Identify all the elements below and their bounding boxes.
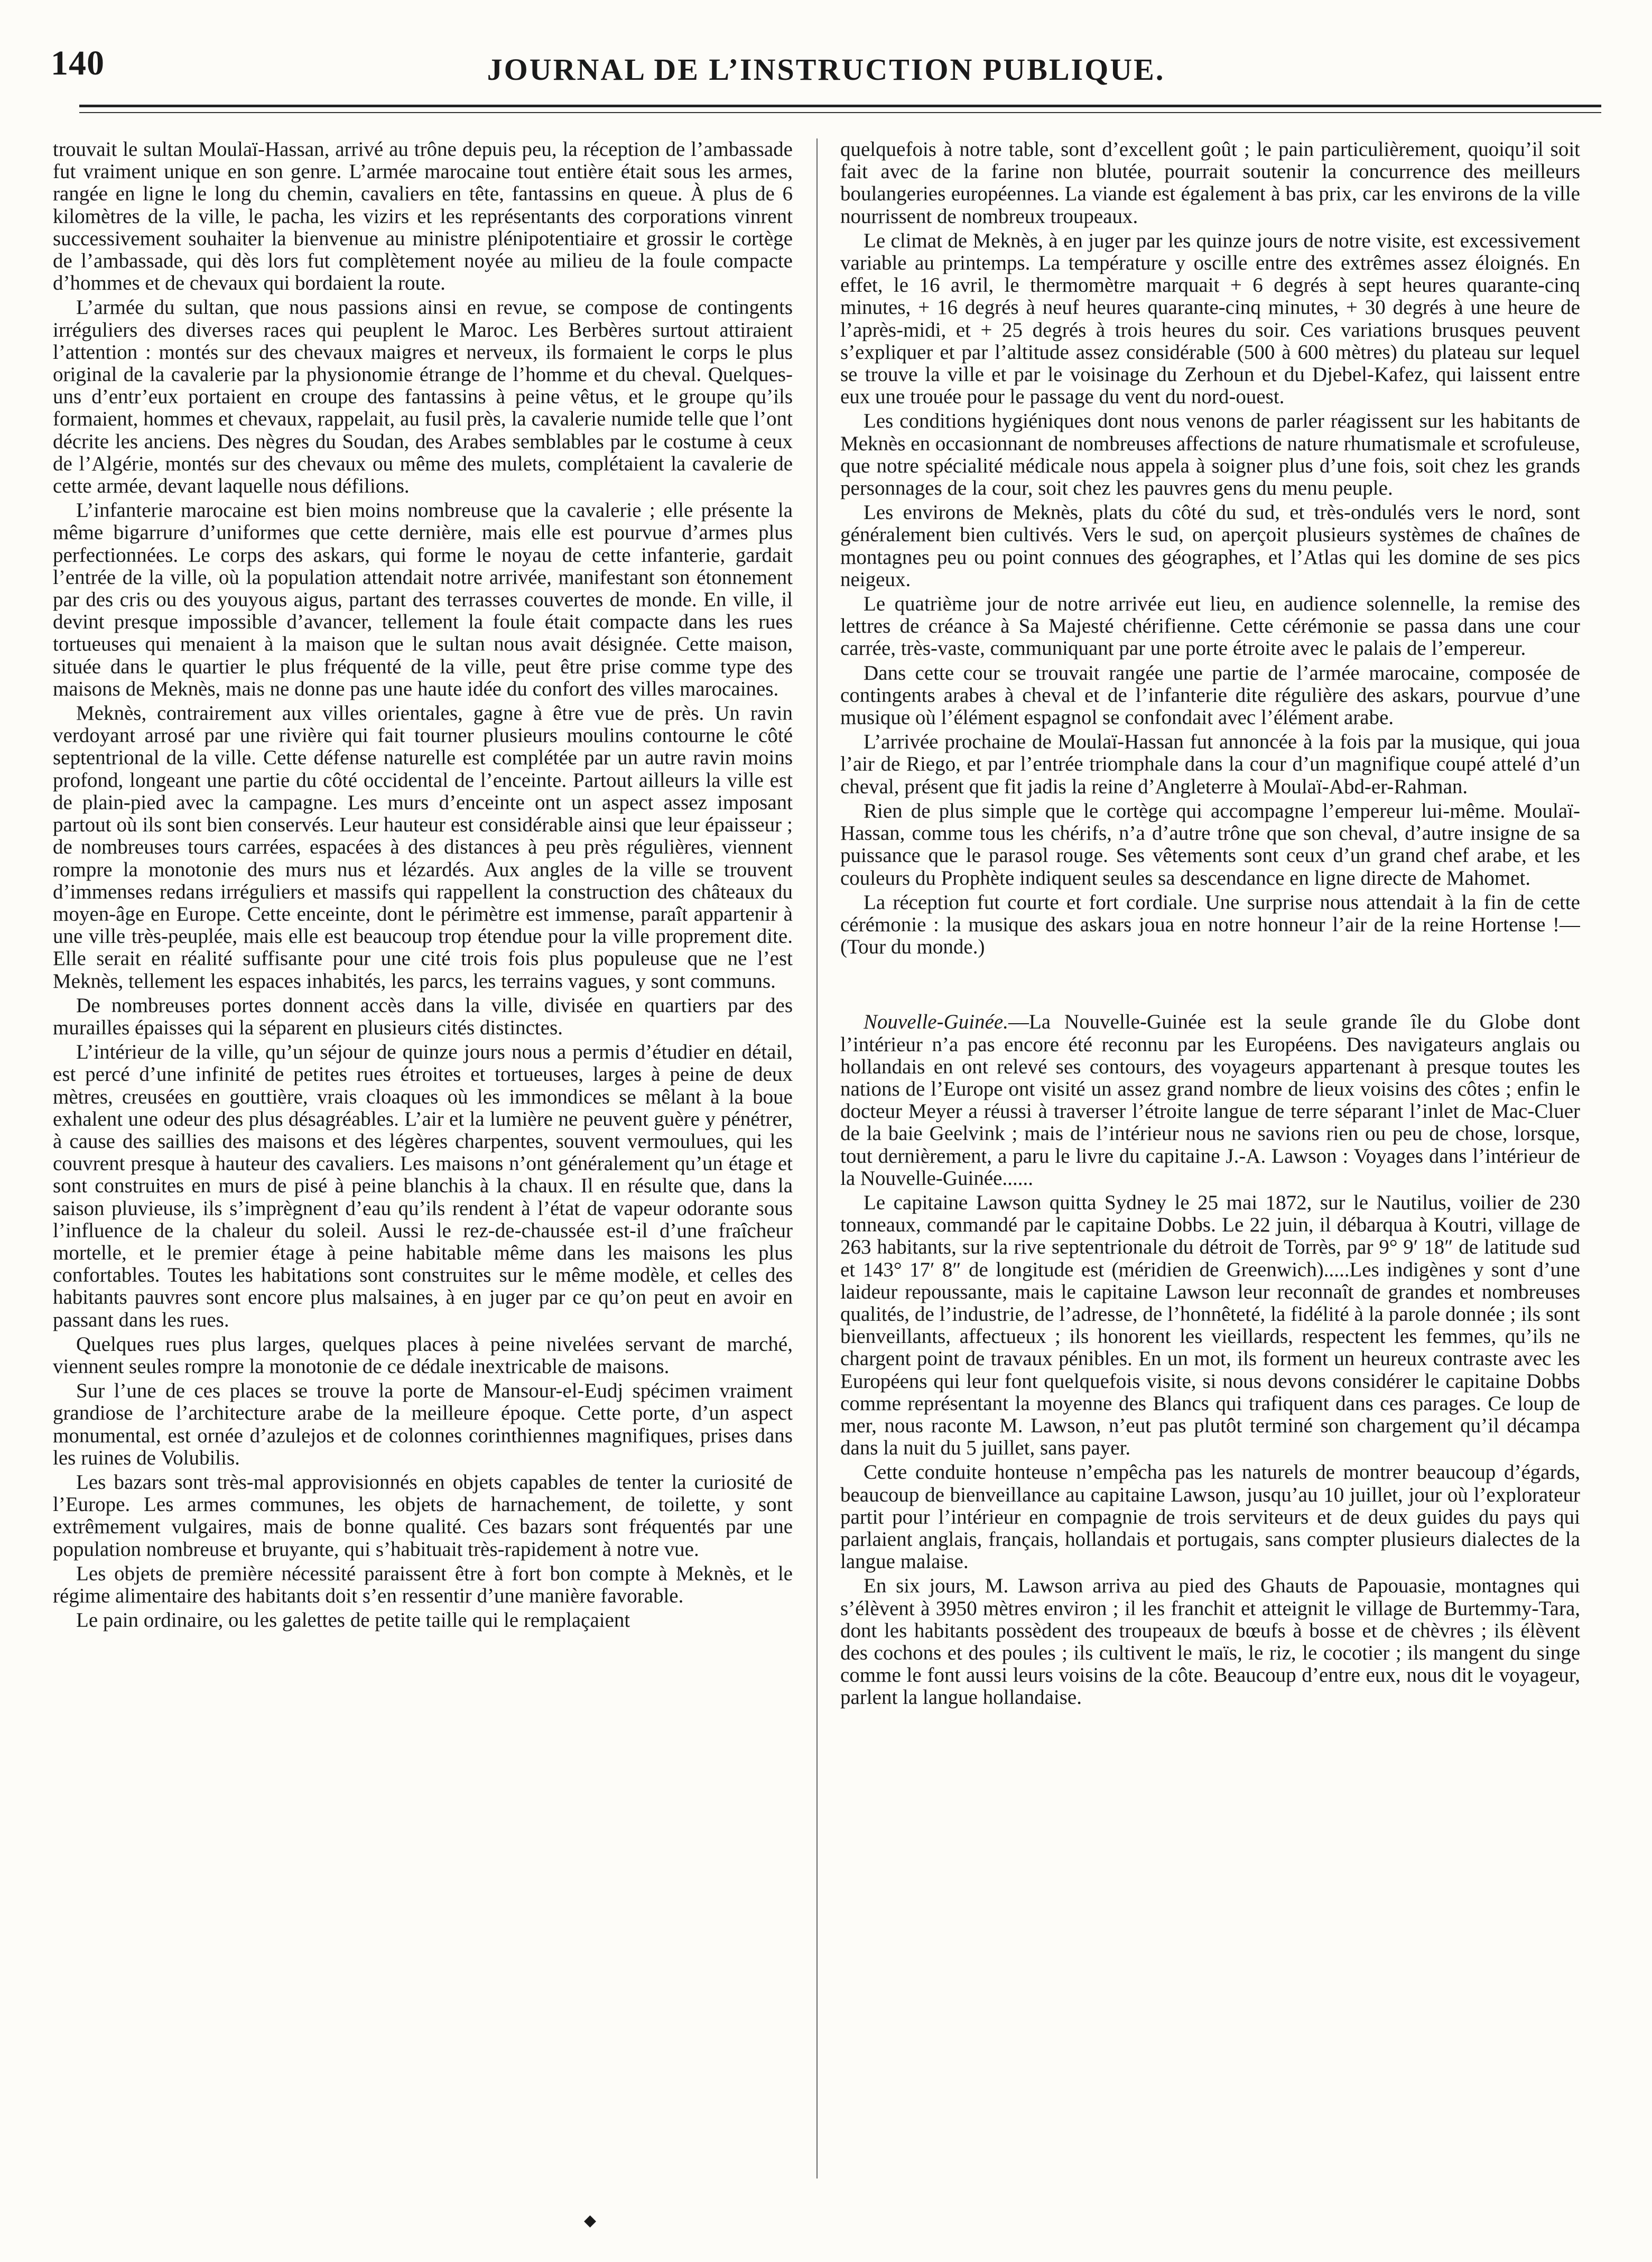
section-gap bbox=[840, 960, 1580, 1011]
header-rule-thin bbox=[79, 112, 1601, 113]
paragraph: trouvait le sultan Moulaï-Hassan, arrivé au trône depuis peu, la réception de l’ambassade fut vraiment unique en son genre. L’armée marocaine tout entière était sous les armes, rangée en ligne le long du chemin, cavaliers en tête, fantassins en queue. À plus de 6 kilomètres de la ville, le pacha, les vizirs et les représentants des corporations vinrent successivement souhaiter la bienvenue au ministre plénipotentiaire et grossir le cortège de l’ambassade, qui dès lors fut complètement noyée au milieu de la foule compacte d’hommes et de chevaux qui bordaient la route. bbox=[53, 138, 793, 295]
paragraph: quelquefois à notre table, sont d’excellent goût ; le pain particulièrement, quoiqu’il soit fait avec de la farine non blutée, pourrait soutenir la concurrence des meilleurs boulangeries européennes. La viande est également à bas prix, car les environs de la ville nourrissent de nombreux troupeaux. bbox=[840, 138, 1580, 228]
right-column bbox=[840, 138, 1580, 2189]
running-head: JOURNAL DE L’INSTRUCTION PUBLIQUE. bbox=[487, 52, 1165, 87]
paragraph: Quelques rues plus larges, quelques places à peine nivelées servant de marché, viennent seules rompre la monotonie de ce dédale inextricable de maisons. bbox=[53, 1332, 793, 1378]
footer-mark: ◆ bbox=[584, 2212, 597, 2229]
paragraph: Le quatrième jour de notre arrivée eut lieu, en audience solennelle, la remise des lettres de créance à Sa Majesté chérifienne. Cette cérémonie se passa dans une cour carrée, très-vaste, communiquant par une porte étroite avec le palais de l’empereur. bbox=[840, 592, 1580, 660]
paragraph: Meknès, contrairement aux villes orientales, gagne à être vue de près. Un ravin verdoyant arrosé par une rivière qui fait tourner plusieurs moulins contourne le côté septentrional de la ville. Cette défense naturelle est complétée par un autre ravin moins profond, longeant une partie du côté occidental de l’enceinte. Partout ailleurs la ville est de plain-pied avec la campagne. Les murs d’enceinte ont un aspect assez imposant partout où ils sont bien conservés. Leur hauteur est considérable ainsi que leur épaisseur ; de nombreuses tours carrées, espacées à des distances à peu près régulières, viennent rompre la monotonie des murs nus et lézardés. Aux angles de la ville se trouvent d’immenses redans irréguliers et massifs qui rappellent la construction des châteaux du moyen-âge en Europe. Cette enceinte, dont le périmètre est immense, paraît appartenir à une ville très-peuplée, mais elle est beaucoup trop étendue pour la ville proprement dite. Elle serait en réalité suffisante pour une cité trois fois plus populeuse que ne l’est Meknès, tellement les espaces inhabités, les parcs, les terrains vagues, y sont communs. bbox=[53, 702, 793, 993]
page-number: 140 bbox=[51, 44, 105, 82]
paragraph: L’infanterie marocaine est bien moins nombreuse que la cavalerie ; elle présente la même bigarrure d’uniformes que cette dernière, mais elle est pourvue d’armes plus perfectionnées. Le corps des askars, qui forme le noyau de cette infanterie, gardait l’entrée de la ville, où la population attendait notre arrivée, manifestant son étonnement par des cris ou des youyous aigus, partant des terrasses couvertes de monde. En ville, il devint presque impossible d’avancer, tellement la foule était compacte dans les rues tortueuses qui menaient à la maison que le sultan nous avait désignée. Cette maison, située dans le quartier le plus fréquenté de la ville, peut être prise comme type des maisons de Meknès, mais ne donne pas une haute idée du confort des villes marocaines. bbox=[53, 499, 793, 700]
paragraph: Dans cette cour se trouvait rangée une partie de l’armée marocaine, composée de contingents arabes à cheval et de l’infanterie dite régulière des askars, pourvue d’une musique où l’élément espagnol se confondait avec l’élément arabe. bbox=[840, 661, 1580, 729]
left-column bbox=[53, 138, 793, 2189]
paragraph: L’arrivée prochaine de Moulaï-Hassan fut annoncée à la fois par la musique, qui joua l’air de Riego, et par l’entrée triomphale dans la cour d’un magnifique coupé attelé d’un cheval, présent que fit jadis la reine d’Angleterre à Moulaï-Abd-er-Rahman. bbox=[840, 730, 1580, 798]
article-lead: Nouvelle-Guinée. bbox=[864, 1011, 1008, 1034]
paragraph: Le pain ordinaire, ou les galettes de petite taille qui le remplaçaient bbox=[76, 1609, 630, 1632]
paragraph: Le capitaine Lawson quitta Sydney le 25 mai 1872, sur le Nautilus, voilier de 230 tonneaux, commandé par le capitaine Dobbs. Le 22 juin, il débarqua à Koutri, village de 263 habitants, sur la rive septentrionale du détroit de Torrès, par 9° 9′ 18″ de latitude sud et 143° 17′ 8″ de longitude est (méridien de Greenwich).....Les indigènes y sont d’une laideur repoussante, mais le capitaine Lawson leur reconnaît de grandes et nombreuses qualités, de l’industrie, de l’adresse, de l’honnêteté, la fidélité à la parole donnée ; ils sont bienveillants, affectueux ; ils honorent les vieillards, respectent les femmes, qu’ils ne chargent point de travaux pénibles. En un mot, ils forment un heureux contraste avec les Européens qui leur font quelquefois visite, si nous devons considérer le capitaine Dobbs comme représentant la moyenne des Blancs qui trafiquent dans ces parages. Ce loup de mer, nous raconte M. Lawson, n’eut pas plutôt terminé son chargement qu’il décampa dans la nuit du 5 juillet, sans payer. bbox=[840, 1191, 1580, 1460]
paragraph: La réception fut courte et fort cordiale. Une surprise nous attendait à la fin de cette cérémonie : la musique des askars joua en notre honneur l’air de la reine Hortense !—(Tour du monde.) bbox=[840, 891, 1580, 959]
paragraph: Cette conduite honteuse n’empêcha pas les naturels de montrer beaucoup d’égards, beaucoup de bienveillance au capitaine Lawson, jusqu’au 10 juillet, jour où l’explorateur partit pour l’intérieur en compagnie de trois serviteurs et de deux guides du pays qui parlaient anglais, français, hollandais et portugais, sans compter plusieurs dialectes de la langue malaise. bbox=[840, 1461, 1580, 1573]
paragraph: En six jours, M. Lawson arriva au pied des Ghauts de Papouasie, montagnes qui s’élèvent à 3950 mètres environ ; il les franchit et atteignit le village de Burtemmy-Tara, dont les habitants possèdent des troupeaux de bœufs à bosse et de chèvres ; ils élèvent des cochons et des poules ; ils cultivent le maïs, le riz, le cocotier ; ils mangent du singe comme le font aussi leurs voisins de la côte. Beaucoup d’entre eux, nous dit le voyageur, parlent la langue hollandaise. bbox=[840, 1574, 1580, 1709]
paragraph: Sur l’une de ces places se trouve la porte de Mansour-el-Eudj spécimen vraiment grandiose de l’architecture arabe de la meilleure époque. Cette porte, d’un aspect monumental, est ornée d’azulejos et de colonnes corinthiennes magnifiques, prises dans les ruines de Volubilis. bbox=[53, 1379, 793, 1469]
paragraph: Les objets de première nécessité paraissent être à fort bon compte à Meknès, et le régime alimentaire des habitants doit s’en ressentir d’une manière favorable. bbox=[53, 1562, 793, 1607]
paragraph: Les environs de Meknès, plats du côté du sud, et très-ondulés vers le nord, sont généralement bien cultivés. Vers le sud, on aperçoit plusieurs systèmes de chaînes de montagnes peu ou point connues des géographes, et l’Atlas qui les domine de ses pics neigeux. bbox=[840, 501, 1580, 591]
paragraph: Les bazars sont très-mal approvisionnés en objets capables de tenter la curiosité de l’Europe. Les armes communes, les objets de harnachement, de toilette, y sont extrêmement vulgaires, mais de bonne qualité. Ces bazars sont fréquentés par une population nombreuse et bruyante, qui s’habituait très-rapidement à notre vue. bbox=[53, 1470, 793, 1561]
paragraph: Rien de plus simple que le cortège qui accompagne l’empereur lui-même. Moulaï-Hassan, comme tous les chérifs, n’a d’autre trône que son cheval, d’autre insigne de sa puissance que le parasol rouge. Ses vêtements sont ceux d’un grand chef arabe, et les couleurs du Prophète indiquent seules sa descendance en ligne directe de Mahomet. bbox=[840, 799, 1580, 889]
column-divider bbox=[816, 138, 818, 2178]
article-intro-text: —La Nouvelle-Guinée est la seule grande île du Globe dont l’intérieur n’a pas encore été reconnu par les Européens. Des navigateurs anglais ou hollandais en ont relevé ses contours, des voyageurs appartenant à presque toutes les nations de l’Europe ont visité un assez grand nombre de lieux voisins des côtes ; enfin le docteur Meyer a réussi à traverser l’étroite langue de terre séparant l’inlet de Mac-Cluer de la baie Geelvink ; mais de l’intérieur nous ne savions rien ou peu de chose, lorsque, tout dernièrement, a paru le livre du capitaine J.-A. Lawson : Voyages dans l’intérieur de la Nouvelle-Guinée...... bbox=[840, 1011, 1580, 1190]
article-nouvelle-guinee-intro bbox=[840, 1011, 1580, 1190]
header-rule-thick bbox=[79, 105, 1601, 107]
paragraph: Les conditions hygiéniques dont nous venons de parler réagissent sur les habitants de Meknès en occasionnant de nombreuses affections de nature rhumatismale et scrofuleuse, que notre spécialité médicale nous appela à soigner plus d’une fois, soit chez les grands personnages de la cour, soit chez les pauvres gens du menu peuple. bbox=[840, 410, 1580, 500]
paragraph: De nombreuses portes donnent accès dans la ville, divisée en quartiers par des murailles épaisses qui la séparent en plusieurs cités distinctes. bbox=[53, 994, 793, 1039]
paragraph: Le climat de Meknès, à en juger par les quinze jours de notre visite, est excessivement variable au printemps. La température y oscille entre des extrêmes assez éloignés. En effet, le 16 avril, le thermomètre marquait + 6 degrés à sept heures quarante-cinq minutes, + 16 degrés à neuf heures quarante-cinq minutes, + 30 degrés à une heure de l’après-midi, et + 25 degrés à trois heures du soir. Ces variations brusques peuvent s’expliquer et par l’altitude assez considérable (500 à 600 mètres) du plateau sur lequel se trouve la ville et par le voisinage du Zerhoun et du Djebel-Kafez, qui laissent entre eux une trouée pour le passage du vent du nord-ouest. bbox=[840, 229, 1580, 409]
paragraph: L’intérieur de la ville, qu’un séjour de quinze jours nous a permis d’étudier en détail, est percé d’une infinité de petites rues étroites et tortueuses, larges à peine de deux mètres, creusées en gouttière, vrais cloaques où les immondices se mêlant à la boue exhalent une odeur des plus désagréables. L’air et la lumière ne peuvent guère y pénétrer, à cause des saillies des maisons et des légères charpentes, souvent vermoulues, qui les couvrent presque à hauteur des cavaliers. Les maisons n’ont généralement qu’un étage et sont construites en murs de pisé à peine blanchis à la chaux. Il en résulte que, dans la saison pluvieuse, ils s’imprègnent d’eau qu’ils rendent à l’état de vapeur odorante sous l’influence de la chaleur du soleil. Aussi le rez-de-chaussée est-il d’une fraîcheur mortelle, et le premier étage à peine habitable même dans les maisons les plus confortables. Toutes les habitations sont construites sur le même modèle, et celles des habitants pauvres sont encore plus malsaines, à en juger par ce qu’on peut en avoir en passant dans les rues. bbox=[53, 1041, 793, 1331]
paragraph: L’armée du sultan, que nous passions ainsi en revue, se compose de contingents irréguliers des diverses races qui peuplent le Maroc. Les Berbères surtout attiraient l’attention : montés sur des chevaux maigres et nerveux, ils formaient le corps le plus original de la cavalerie par la physionomie étrange de l’homme et du cheval. Quelques-uns d’entr’eux portaient en croupe des fantassins à peine vêtus, et le groupe qu’ils formaient, hommes et chevaux, rappelait, au fusil près, la cavalerie numide telle que l’ont décrite les anciens. Des nègres du Soudan, des Arabes semblables par le costume à ceux de l’Algérie, montés sur des chevaux ou même des mulets, complétaient la cavalerie de cette armée, devant laquelle nous défilions. bbox=[53, 296, 793, 498]
